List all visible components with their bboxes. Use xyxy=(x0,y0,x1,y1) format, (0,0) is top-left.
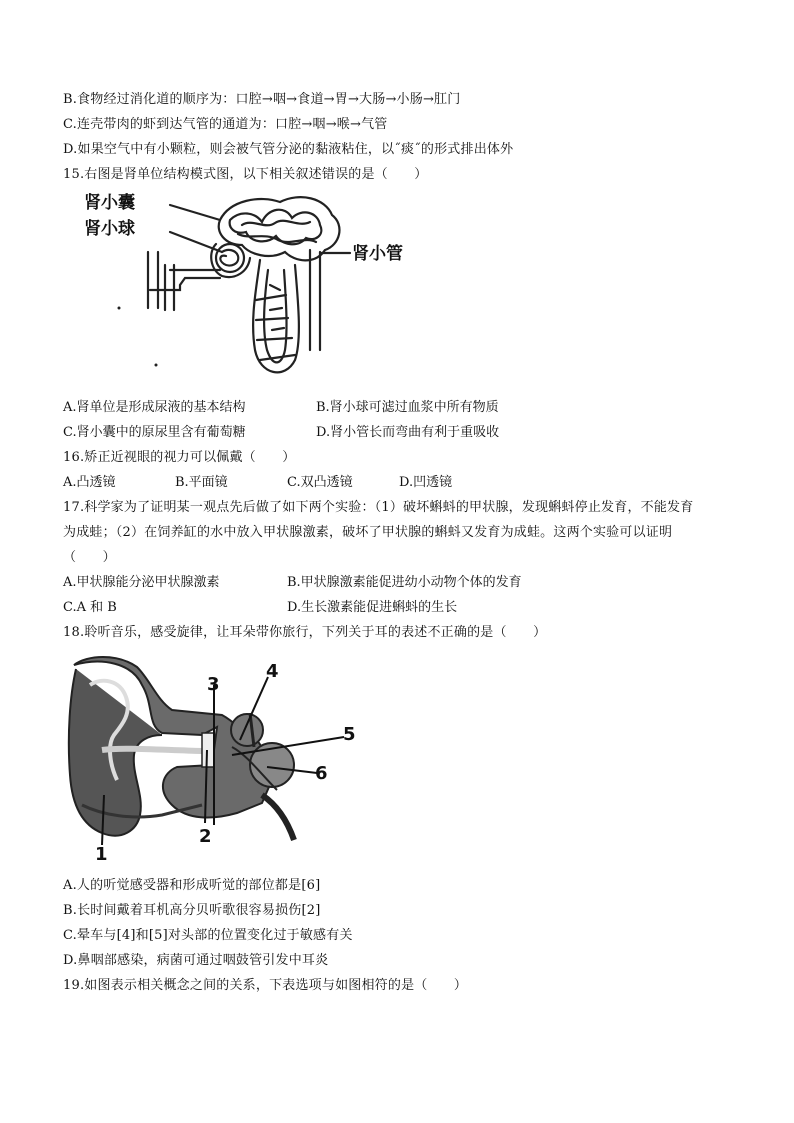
label-renal-capsule: 肾小囊 xyxy=(84,193,135,213)
q17-option-d: D.生长激素能促进蝌蚪的生长 xyxy=(287,600,458,615)
ear-figure xyxy=(62,655,382,865)
q15-option-d: D.肾小管长而弯曲有利于重吸收 xyxy=(316,425,500,440)
q18-option-d: D.鼻咽部感染，病菌可通过咽鼓管引发中耳炎 xyxy=(63,953,329,968)
q18-option-a: A.人的听觉感受器和形成听觉的部位都是[6] xyxy=(63,878,321,893)
ear-label-5: 5 xyxy=(343,724,356,745)
question-19-stem: 19.如图表示相关概念之间的关系，下表选项与如图相符的是（ ） xyxy=(63,978,468,993)
ear-drawing xyxy=(62,655,382,865)
option-b-prev: B.食物经过消化道的顺序为：口腔→咽→食道→胃→大肠→小肠→肛门 xyxy=(63,92,461,107)
q17-option-b: B.甲状腺激素能促进幼小动物个体的发育 xyxy=(287,575,522,590)
ear-label-6: 6 xyxy=(315,763,328,784)
label-renal-tubule: 肾小管 xyxy=(352,244,403,264)
question-18-stem: 18.聆听音乐，感受旋律，让耳朵带你旅行，下列关于耳的表述不正确的是（ ） xyxy=(63,625,547,640)
q15-option-c: C.肾小囊中的原尿里含有葡萄糖 xyxy=(63,425,246,440)
q15-option-b: B.肾小球可滤过血浆中所有物质 xyxy=(316,400,499,415)
q17-option-c: C.A 和 B xyxy=(63,600,117,615)
q16-option-c: C.双凸透镜 xyxy=(287,475,353,490)
question-16-stem: 16.矫正近视眼的视力可以佩戴（ ） xyxy=(63,450,296,465)
q18-option-c: C.晕车与[4]和[5]对头部的位置变化过于敏感有关 xyxy=(63,928,353,943)
question-17-stem-3: （ ） xyxy=(63,550,116,565)
q16-option-d: D.凹透镜 xyxy=(399,475,453,490)
option-c-prev: C.连壳带肉的虾到达气管的通道为：口腔→咽→喉→气管 xyxy=(63,117,388,132)
q18-option-b: B.长时间戴着耳机高分贝听歌很容易损伤[2] xyxy=(63,903,321,918)
nephron-figure xyxy=(70,190,450,390)
question-15-stem: 15.右图是肾单位结构模式图，以下相关叙述错误的是（ ） xyxy=(63,167,428,182)
label-glomerulus: 肾小球 xyxy=(84,219,135,239)
q16-option-a: A.凸透镜 xyxy=(63,475,116,490)
ear-label-3: 3 xyxy=(207,674,220,695)
option-d-prev: D.如果空气中有小颗粒，则会被气管分泌的黏液粘住，以˝痰˝的形式排出体外 xyxy=(63,142,514,157)
q17-option-a: A.甲状腺能分泌甲状腺激素 xyxy=(63,575,220,590)
ear-label-1: 1 xyxy=(95,844,108,865)
q16-option-b: B.平面镜 xyxy=(175,475,228,490)
ear-label-2: 2 xyxy=(199,826,212,847)
question-17-stem-1: 17.科学家为了证明某一观点先后做了如下两个实验：（1）破坏蝌蚪的甲状腺，发现蝌蚪停止发育，不能发育 xyxy=(63,500,694,515)
q15-option-a: A.肾单位是形成尿液的基本结构 xyxy=(63,400,246,415)
question-17-stem-2: 为成蛙；（2）在饲养缸的水中放入甲状腺激素，破坏了甲状腺的蝌蚪又发育为成蛙。这两个实验可以证明 xyxy=(63,525,673,540)
ear-label-4: 4 xyxy=(266,661,279,682)
